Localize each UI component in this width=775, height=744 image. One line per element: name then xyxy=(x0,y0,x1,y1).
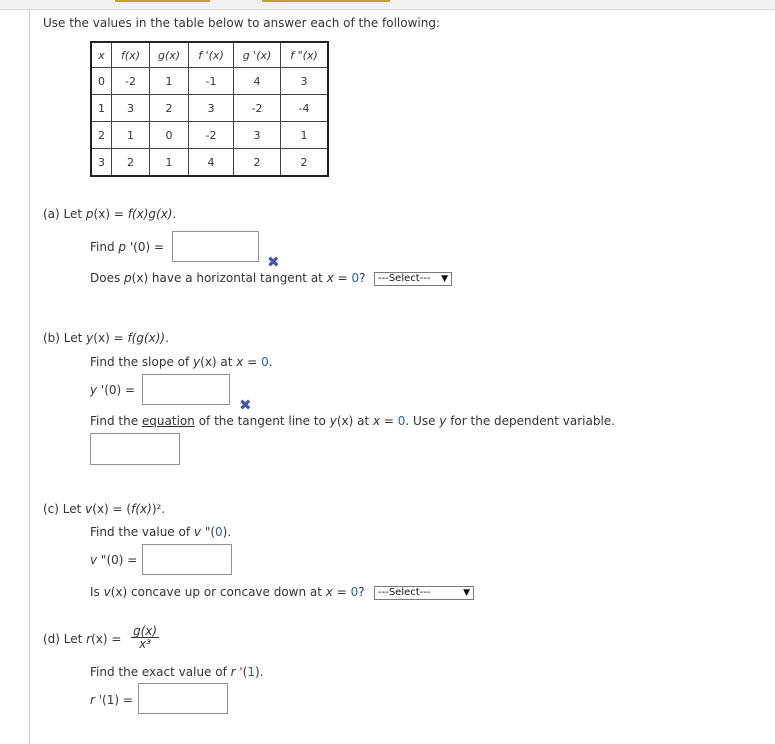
fraction-numerator: g(x) xyxy=(133,624,158,638)
function-name: r xyxy=(86,632,92,646)
part-b-tangent-prompt xyxy=(90,414,615,428)
prompt-text: ). xyxy=(222,525,232,539)
variable-name: y xyxy=(439,414,447,428)
part-d-fraction xyxy=(131,625,159,650)
table-header: f(x) xyxy=(112,42,150,68)
definition-text: (x) = ( xyxy=(92,502,132,516)
toolbar-tab-indicator xyxy=(115,0,210,2)
part-b-definition xyxy=(43,331,169,345)
table-cell: 2 xyxy=(234,149,281,177)
table-header: g(x) xyxy=(150,42,189,68)
prompt-text: (x) concave up or concave down at xyxy=(110,585,326,599)
variable-name: x xyxy=(326,271,334,285)
table-cell: 1 xyxy=(281,122,329,149)
prompt-text: (x) have a horizontal tangent at xyxy=(131,271,327,285)
definition-text: )². xyxy=(151,502,166,516)
prompt-text: '(0) = xyxy=(97,383,136,397)
prompt-text: for the dependent variable. xyxy=(446,414,615,428)
table-cell: 1 xyxy=(150,68,189,95)
table-cell: 2 xyxy=(281,149,329,177)
table-cell: 4 xyxy=(234,68,281,95)
highlight-value: 0 xyxy=(351,271,360,285)
table-cell: 3 xyxy=(281,68,329,95)
table-cell: 3 xyxy=(234,122,281,149)
highlight-value: 0 xyxy=(215,525,223,539)
table-header-row xyxy=(91,42,328,68)
part-b-label: (b) Let xyxy=(43,331,87,345)
part-c-answer-input[interactable] xyxy=(142,544,232,575)
part-a-definition xyxy=(43,207,176,221)
equation-help-link[interactable]: equation xyxy=(141,414,195,428)
incorrect-x-icon: ✖ xyxy=(267,253,280,271)
table-cell: 1 xyxy=(91,95,112,122)
part-d-answer-input[interactable] xyxy=(138,683,228,714)
prompt-text: (x) at xyxy=(336,414,373,428)
definition-expression: f(x) xyxy=(131,502,152,516)
table-cell: 0 xyxy=(150,122,189,149)
fraction-denominator: x³ xyxy=(139,637,151,651)
prompt-text: Find the value of xyxy=(90,525,194,539)
table-row xyxy=(91,95,328,122)
function-name: p xyxy=(118,240,127,254)
content-left-border xyxy=(29,9,30,744)
table-cell: -4 xyxy=(281,95,329,122)
prompt-text: Does xyxy=(90,271,125,285)
select-value: ---Select--- xyxy=(378,273,431,284)
table-cell: 2 xyxy=(150,95,189,122)
table-cell: 3 xyxy=(189,95,234,122)
function-name: y xyxy=(193,355,201,369)
prompt-text: "( xyxy=(201,525,216,539)
part-a-tangent-select[interactable] xyxy=(374,272,452,286)
prompt-text: Find the xyxy=(90,414,142,428)
prompt-text: Find the slope of xyxy=(90,355,194,369)
definition-text: (x) = xyxy=(93,331,128,345)
definition-text: (x) = xyxy=(91,632,122,646)
part-c-concavity-select[interactable] xyxy=(374,586,474,600)
part-d-label: (d) Let xyxy=(43,632,87,646)
chevron-down-icon: ▼ xyxy=(441,274,448,284)
prompt-text: = xyxy=(333,271,352,285)
table-header: g '(x) xyxy=(234,42,281,68)
table-row xyxy=(91,68,328,95)
prompt-text: = xyxy=(380,414,398,428)
variable-name: x xyxy=(236,355,244,369)
part-a-label: (a) Let xyxy=(43,207,86,221)
part-b-slope-prompt xyxy=(90,355,273,369)
prompt-text: ). xyxy=(255,665,264,679)
highlight-value: 0 xyxy=(261,355,269,369)
function-name: y xyxy=(90,383,98,397)
function-name: v xyxy=(90,553,98,567)
definition-expression: f(x)g(x) xyxy=(127,207,173,221)
part-c-concavity-question xyxy=(90,585,365,599)
prompt-text: ? xyxy=(359,271,366,285)
incorrect-x-icon: ✖ xyxy=(239,396,252,414)
function-name: p xyxy=(85,207,94,221)
part-b-derivative-label xyxy=(90,383,135,397)
part-c-definition xyxy=(43,502,165,516)
prompt-text: "(0) = xyxy=(97,553,138,567)
function-name: v xyxy=(85,502,93,516)
function-name: v xyxy=(103,585,111,599)
prompt-text: . xyxy=(268,355,273,369)
prompt-text: '( xyxy=(235,665,248,679)
function-name: p xyxy=(124,271,132,285)
variable-name: x xyxy=(325,585,333,599)
table-cell: 0 xyxy=(91,68,112,95)
variable-name: x xyxy=(372,414,381,428)
toolbar-tab-indicator xyxy=(262,0,390,2)
function-name: y xyxy=(329,414,337,428)
function-name: r xyxy=(230,665,236,679)
highlight-value: 1 xyxy=(247,665,255,679)
table-cell: -2 xyxy=(112,68,150,95)
highlight-value: 0 xyxy=(350,585,359,599)
definition-expression: f(g(x)) xyxy=(127,331,166,345)
part-d-definition xyxy=(43,632,121,646)
table-cell: -2 xyxy=(234,95,281,122)
table-cell: -2 xyxy=(189,122,234,149)
part-a-question xyxy=(90,271,366,285)
part-b-tangent-equation-input[interactable] xyxy=(90,433,180,465)
table-row xyxy=(91,149,328,177)
definition-text: . xyxy=(172,207,177,221)
part-d-derivative-label xyxy=(90,693,133,707)
part-a-answer-input[interactable] xyxy=(172,231,259,262)
values-table xyxy=(90,41,329,177)
function-name: y xyxy=(86,331,94,345)
intro-text: Use the values in the table below to answer each of the following: xyxy=(43,16,441,30)
highlight-value: 0 xyxy=(397,414,406,428)
table-cell: 3 xyxy=(112,95,150,122)
part-c-label: (c) Let xyxy=(43,502,86,516)
table-row xyxy=(91,122,328,149)
part-b-slope-input[interactable] xyxy=(142,374,230,405)
prompt-text: Find the exact value of xyxy=(90,665,231,679)
definition-text: . xyxy=(165,331,169,345)
table-cell: 4 xyxy=(189,149,234,177)
function-name: v xyxy=(193,525,201,539)
part-a-find-label xyxy=(90,240,164,254)
table-cell: 1 xyxy=(112,122,150,149)
prompt-text: '(0) = xyxy=(126,240,165,254)
table-cell: 2 xyxy=(112,149,150,177)
prompt-text: '(1) = xyxy=(94,693,133,707)
select-value: ---Select--- xyxy=(378,587,431,598)
prompt-text: ? xyxy=(358,585,365,599)
function-name: r xyxy=(90,693,95,707)
prompt-text: . Use xyxy=(405,414,440,428)
part-c-derivative-label xyxy=(90,553,137,567)
prompt-text: = xyxy=(332,585,351,599)
chevron-down-icon: ▼ xyxy=(463,588,470,598)
table-cell: -1 xyxy=(189,68,234,95)
table-header: f "(x) xyxy=(281,42,329,68)
prompt-text: of the tangent line to xyxy=(194,414,330,428)
part-d-find-prompt xyxy=(90,665,264,679)
prompt-text: Find xyxy=(90,240,119,254)
table-cell: 3 xyxy=(91,149,112,177)
table-cell: 2 xyxy=(91,122,112,149)
part-c-find-prompt xyxy=(90,525,231,539)
prompt-text: (x) at xyxy=(200,355,237,369)
prompt-text: Is xyxy=(90,585,104,599)
table-header: x xyxy=(91,42,112,68)
table-header: f '(x) xyxy=(189,42,234,68)
table-cell: 1 xyxy=(150,149,189,177)
prompt-text: = xyxy=(243,355,262,369)
definition-text: (x) = xyxy=(93,207,128,221)
